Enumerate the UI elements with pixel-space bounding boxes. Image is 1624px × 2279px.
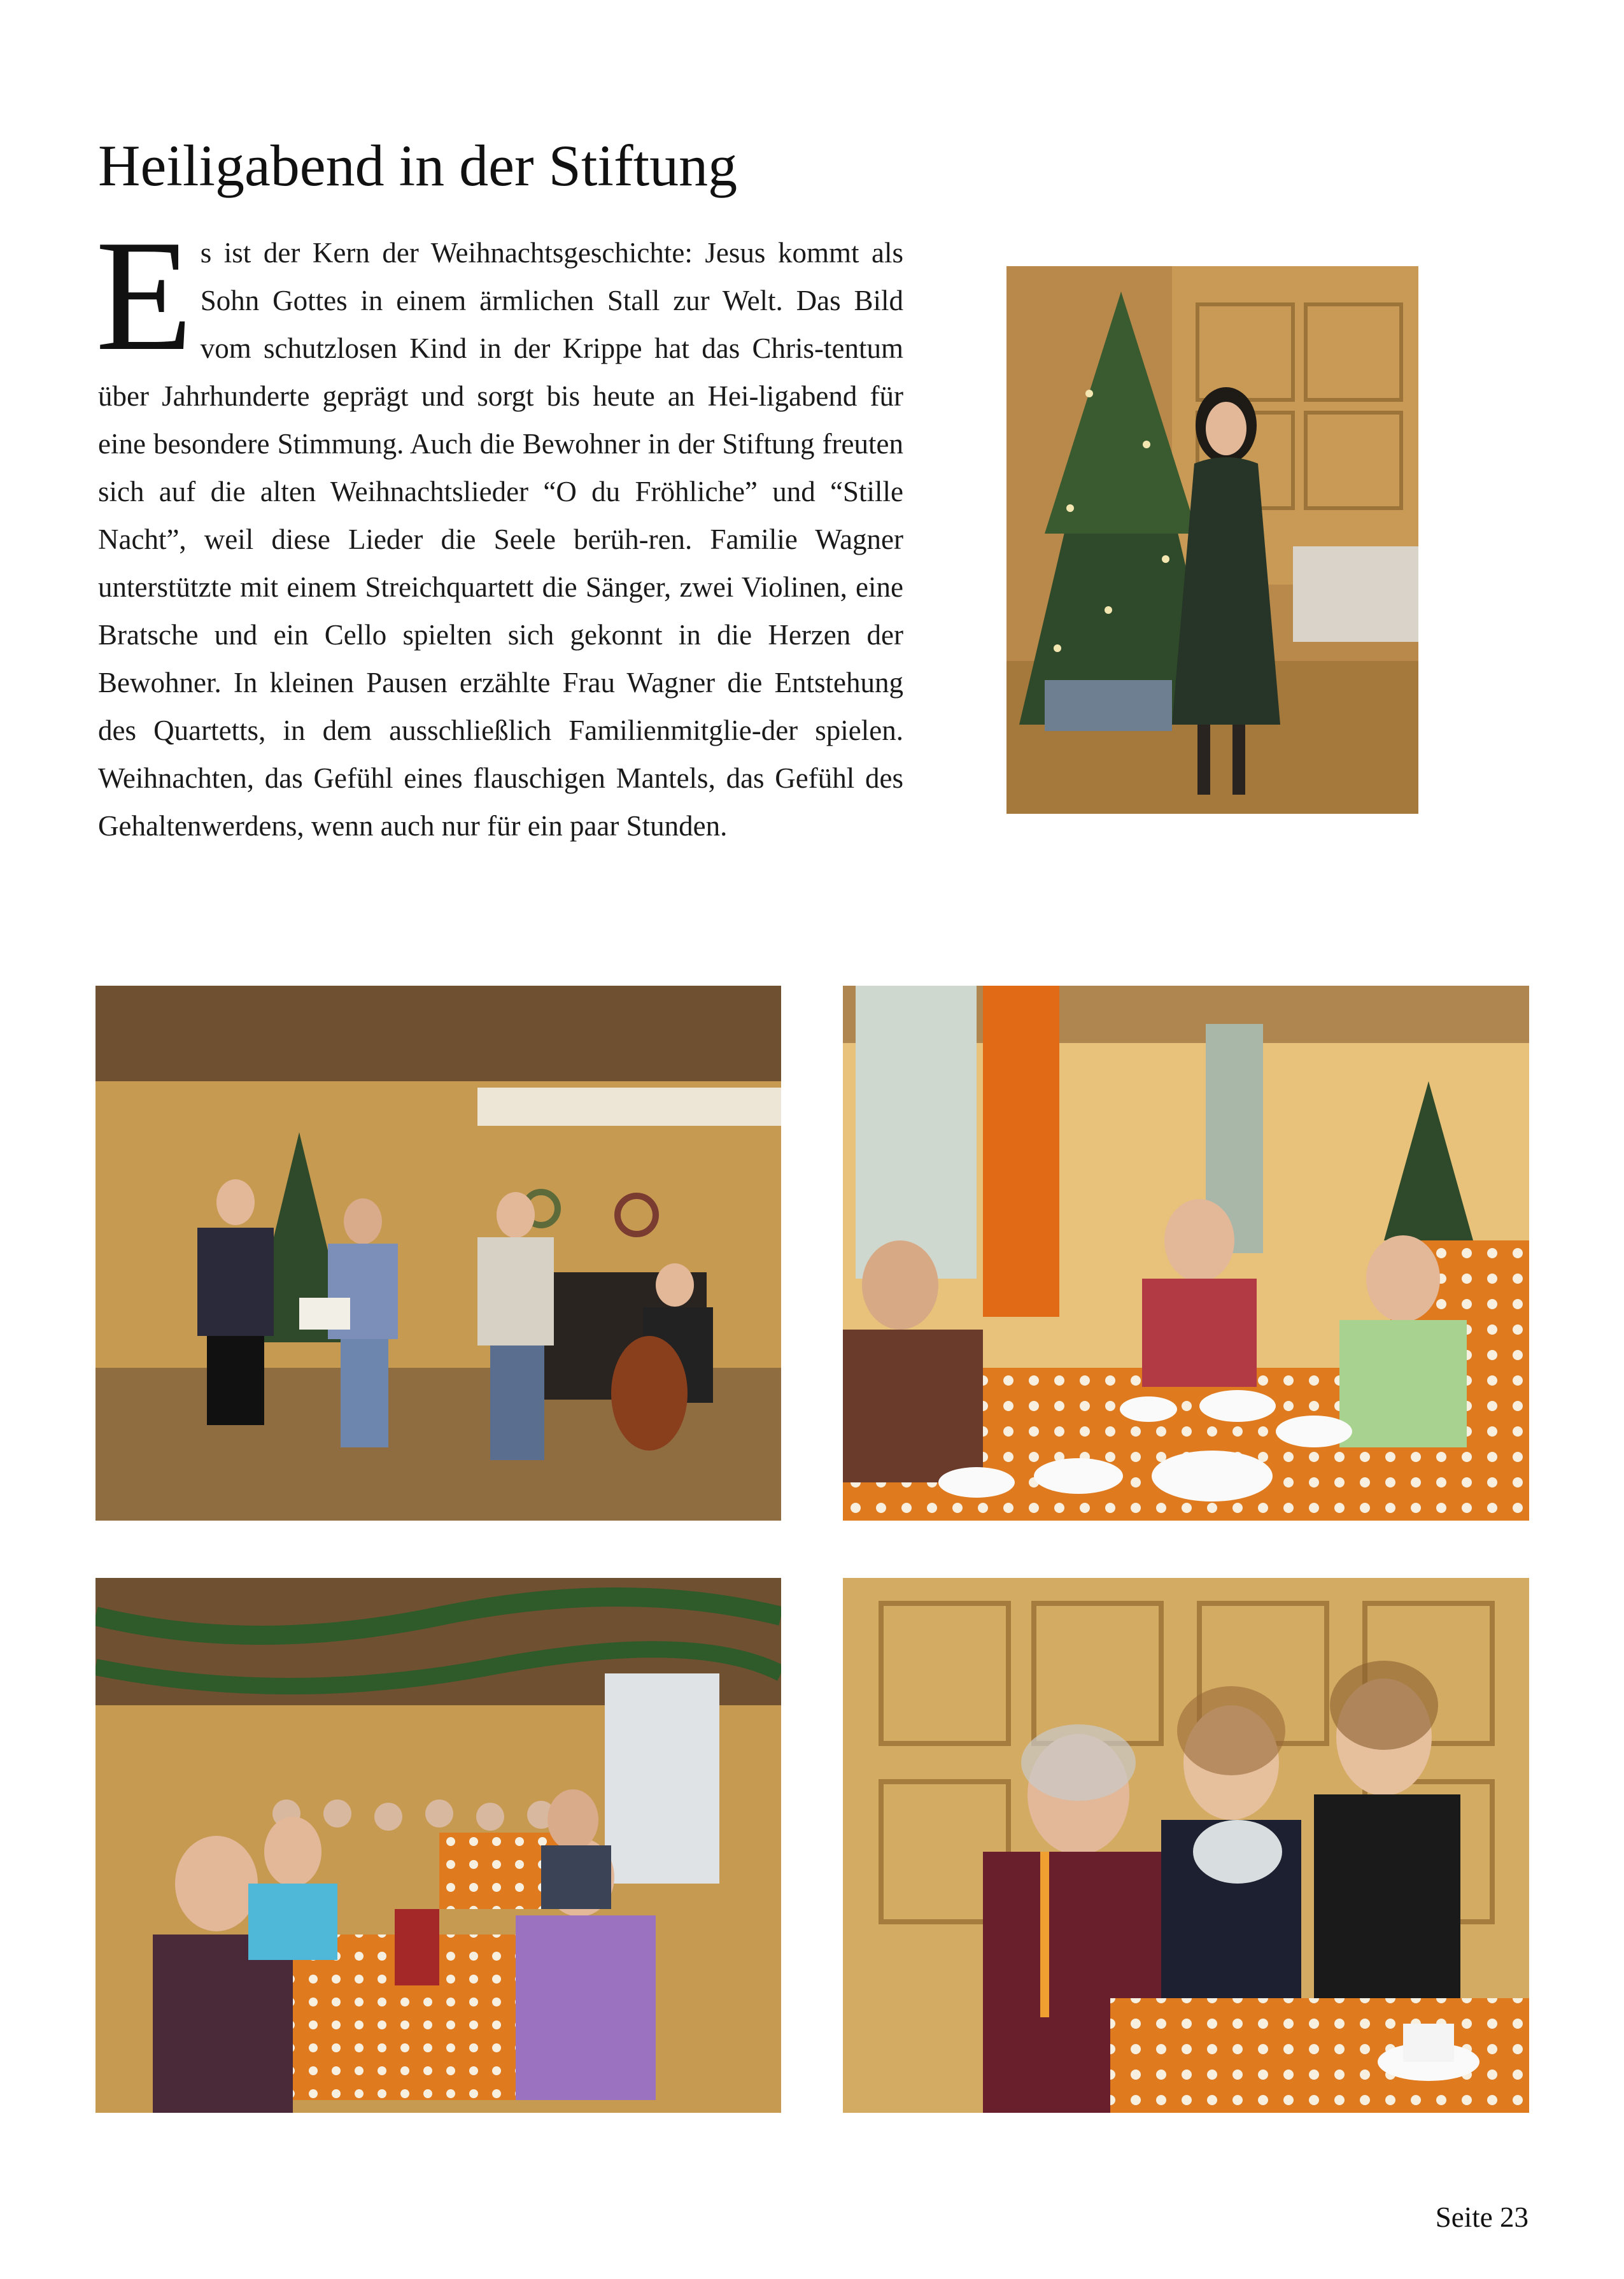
photo-string-quartet — [95, 986, 781, 1521]
article-title: Heiligabend in der Stiftung — [98, 133, 738, 198]
photo-dining-hall — [95, 1578, 781, 2113]
photo-resident-visitors — [843, 1578, 1529, 2113]
article-body — [95, 208, 903, 850]
photo-residents-table — [843, 986, 1529, 1521]
article-body-text: s ist der Kern der Weihnachtsgeschichte: Jesus kommt als Sohn Gottes in einem ärmlichen Stall zur Welt. Das Bild vom schutzlosen Kind in der Krippe hat das Chris-tentum über Jahrhunderte geprägt und sorgt bis heute an Hei-ligabend für eine besondere Stimmung. Auch die Bewohner in der Stiftung freuten sich auf die alten Weihnachtslieder “O du Fröhliche” und “Stille Nacht”, weil diese Lieder die Seele berüh-ren. Familie Wagner unterstützte mit einem Streichquartett die Sänger, zwei Violinen, eine Bratsche und ein Cello spielten sich gekonnt in die Herzen der Bewohner. In kleinen Pausen erzählte Frau Wagner die Entstehung des Quartetts, in dem ausschließlich Familienmitglie-der spielen. Weihnachten, das Gefühl eines flauschigen Mantels, das Gefühl des Gehaltenwerdens, wenn auch nur für ein paar Stunden. — [98, 237, 903, 842]
drop-cap: E — [95, 208, 193, 384]
page-number: Seite 23 — [1435, 2201, 1529, 2233]
photo-singer-christmas-tree — [1006, 266, 1418, 814]
